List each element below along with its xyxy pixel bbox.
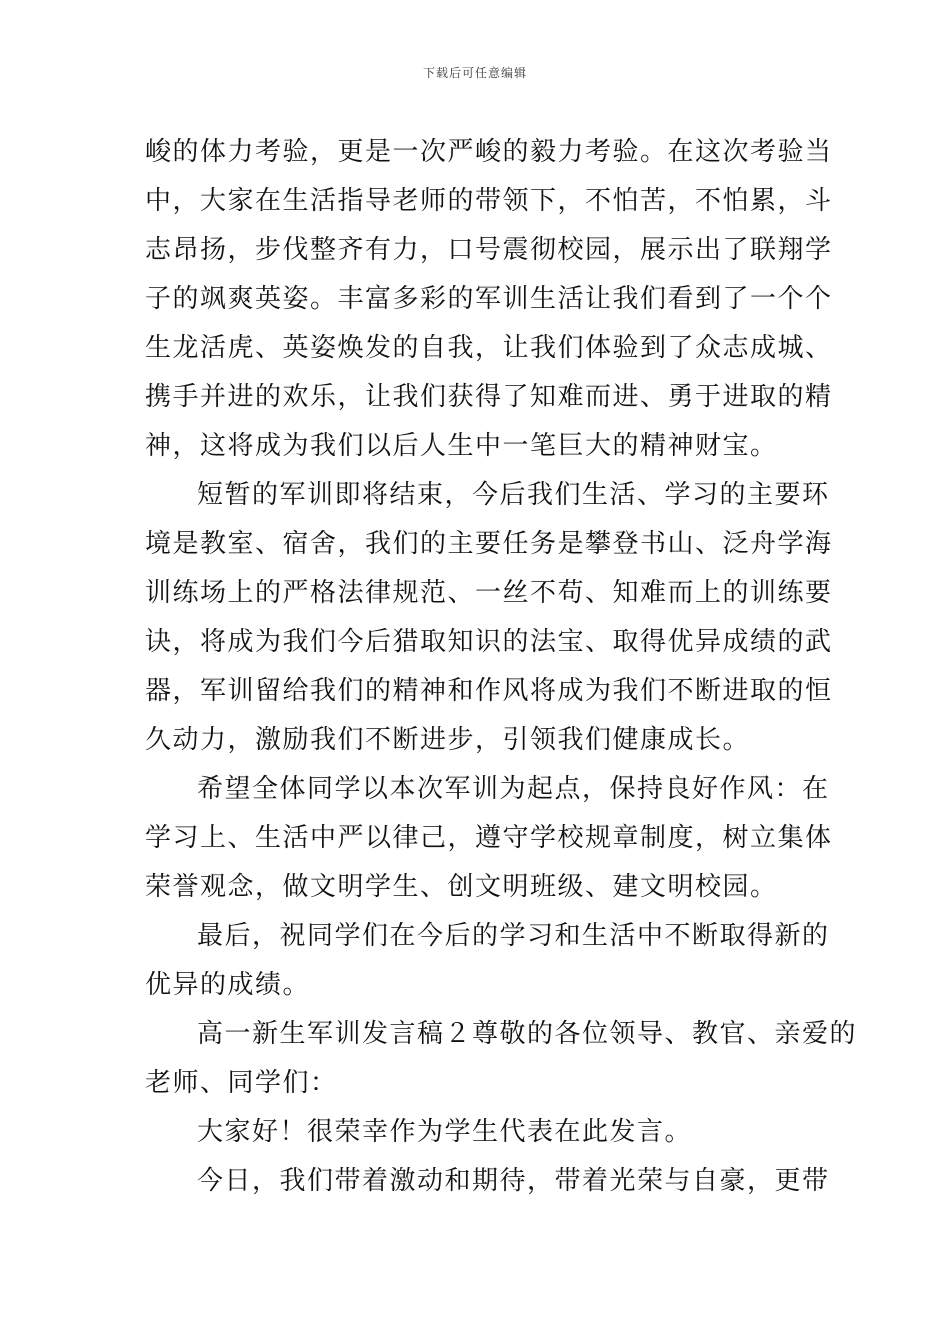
- paragraph-3: [145, 765, 833, 912]
- text-line: 今日，我们带着激动和期待，带着光荣与自豪，更带: [197, 1166, 830, 1196]
- text-line: 久动力，激励我们不断进步，引领我们健康成长。: [145, 725, 751, 755]
- page-header: 下载后可任意编辑: [422, 66, 527, 80]
- text-line: 子的飒爽英姿。丰富多彩的军训生活让我们看到了一个个: [145, 284, 833, 314]
- text-line: 荣誉观念，做文明学生、创文明班级、建文明校园。: [145, 872, 778, 902]
- text-line: 境是教室、宿舍，我们的主要任务是攀登书山、泛舟学海: [145, 529, 833, 559]
- text-line: 生龙活虎、英姿焕发的自我，让我们体验到了众志成城、: [145, 333, 833, 363]
- text-line: 学习上、生活中严以律己，遵守学校规章制度，树立集体: [145, 823, 833, 853]
- paragraph-5: [145, 1010, 858, 1108]
- paragraph-1: [145, 128, 833, 471]
- text-line: 希望全体同学以本次军训为起点，保持良好作风：在: [197, 774, 830, 804]
- text-line: 大家好！很荣幸作为学生代表在此发言。: [197, 1117, 693, 1147]
- text-line: 峻的体力考验，更是一次严峻的毅力考验。在这次考验当: [145, 137, 833, 167]
- text-line: 最后，祝同学们在今后的学习和生活中不断取得新的: [197, 921, 830, 951]
- text-line: 老师、同学们：: [145, 1068, 338, 1098]
- text-line: 志昂扬，步伐整齐有力，口号震彻校园，展示出了联翔学: [145, 235, 833, 265]
- text-line: 短暂的军训即将结束，今后我们生活、学习的主要环: [197, 480, 830, 510]
- document-body: [145, 128, 858, 1206]
- text-line: 训练场上的严格法律规范、一丝不苟、知难而上的训练要: [145, 578, 833, 608]
- paragraph-4: [145, 912, 830, 1010]
- text-line: 神，这将成为我们以后人生中一笔巨大的精神财宝。: [145, 431, 778, 461]
- text-line: 携手并进的欢乐，让我们获得了知难而进、勇于进取的精: [145, 382, 833, 412]
- text-line: 高一新生军训发言稿２尊敬的各位领导、教官、亲爱的: [197, 1019, 858, 1049]
- text-line: 中，大家在生活指导老师的带领下，不怕苦，不怕累，斗: [145, 186, 833, 216]
- text-line: 优异的成绩。: [145, 970, 311, 1000]
- paragraph-2: [145, 471, 833, 765]
- text-line: 诀，将成为我们今后猎取知识的法宝、取得优异成绩的武: [145, 627, 833, 657]
- text-line: 器，军训留给我们的精神和作风将成为我们不断进取的恒: [145, 676, 833, 706]
- paragraph-7: [145, 1157, 830, 1206]
- paragraph-6: [145, 1108, 810, 1157]
